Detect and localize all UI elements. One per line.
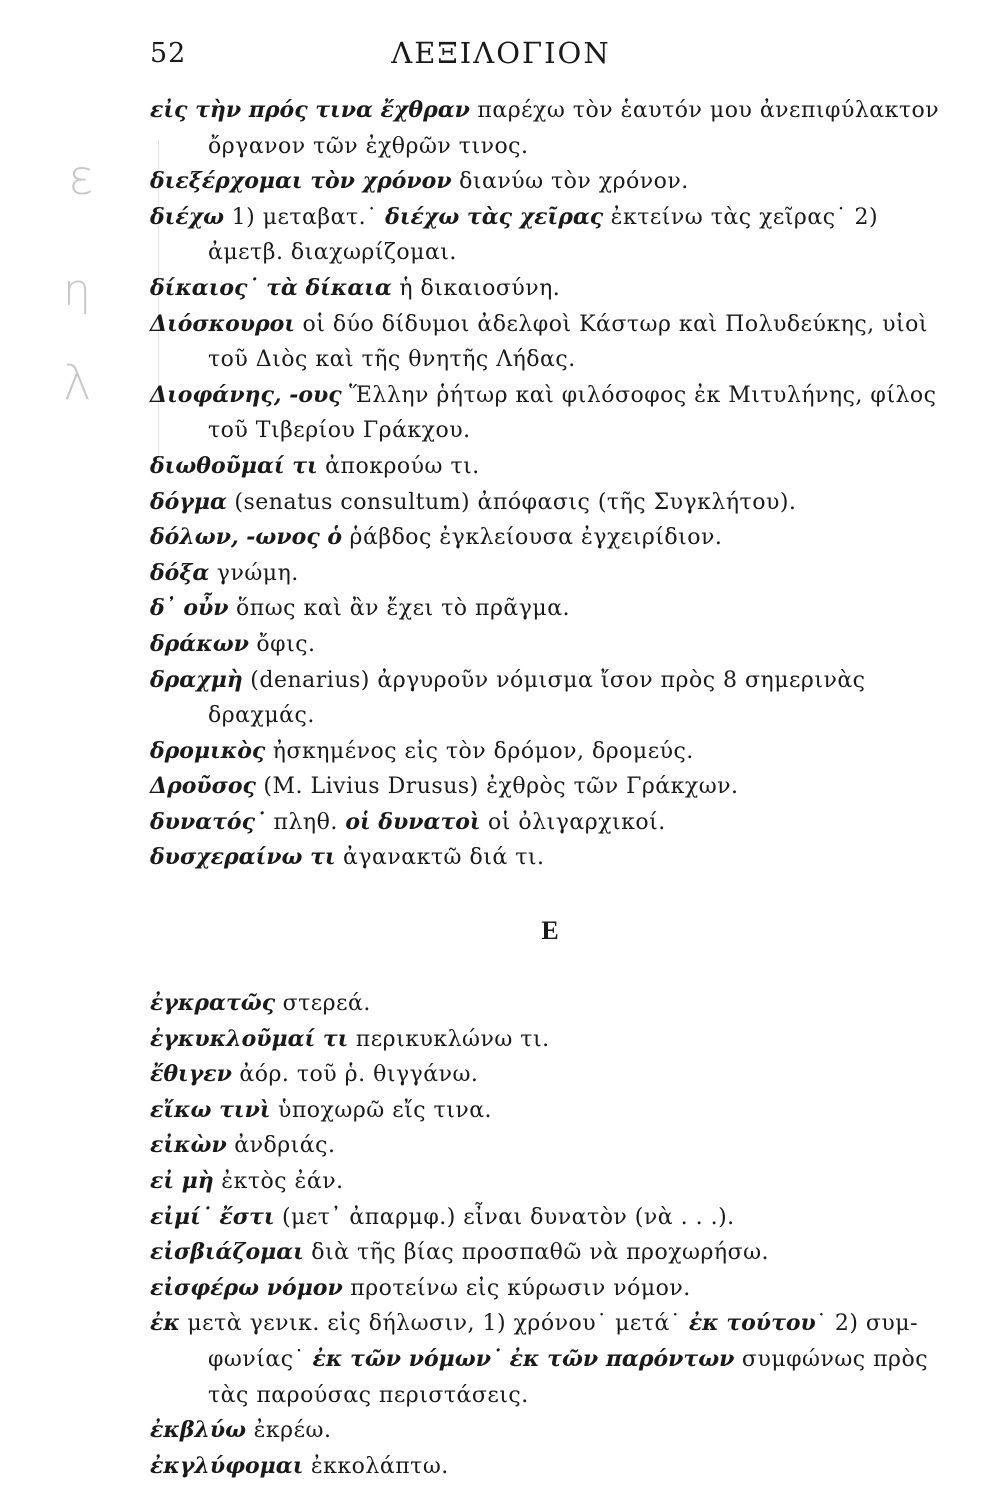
entry-headword: Διοφάνης, -ους xyxy=(150,381,342,408)
entry-definition: (M. Livius Drusus) ἐχθρὸς τῶν Γράκχων. xyxy=(255,774,739,800)
glossary-entry xyxy=(150,200,950,271)
entry-definition: διανύω τὸν χρόνον. xyxy=(451,169,689,195)
entry-headword: δυσχεραίνω τι xyxy=(150,844,336,871)
entries-epsilon xyxy=(150,986,950,1484)
entry-headword: ἐκβλύω xyxy=(150,1417,247,1444)
margin-mark: ε xyxy=(68,150,94,206)
glossary-entry xyxy=(150,1306,950,1413)
entry-headword: εἰσφέρω νόμον xyxy=(150,1274,343,1301)
glossary-entry xyxy=(150,769,950,805)
glossary-entry xyxy=(150,1413,950,1449)
entry-headword: ἐκγλύφομαι xyxy=(150,1452,304,1479)
glossary-entry xyxy=(150,805,950,841)
entry-headword: ἐκ τούτου xyxy=(688,1310,816,1337)
entry-headword: διεξέρχομαι τὸν χρόνον xyxy=(150,168,452,195)
page-header xyxy=(0,30,1002,80)
entry-headword: ἐκ xyxy=(150,1310,180,1337)
running-title: ΛΕΞΙΛΟΓΙΟΝ xyxy=(391,36,611,70)
entry-headword: οἱ δυνατοὶ xyxy=(345,808,481,835)
entry-headword: εἰσβιάζομαι xyxy=(150,1239,304,1266)
entry-definition: περικυκλώνω τι. xyxy=(348,1026,550,1052)
glossary-entry xyxy=(150,986,950,1022)
entry-headword: Δροῦσος xyxy=(150,773,256,800)
entry-definition: ἀγανακτῶ διά τι. xyxy=(335,845,545,871)
entry-headword: δυνατός˙ xyxy=(150,808,267,835)
glossary-entry xyxy=(150,663,950,734)
entry-definition: (denarius) ἀργυροῦν νόμισμα ἴσον πρὸς 8 σημερινὰς δραχμάς. xyxy=(208,667,866,729)
entry-headword: διέχω xyxy=(150,203,225,230)
glossary-entry xyxy=(150,1200,950,1236)
margin-mark: η xyxy=(63,265,91,316)
entry-definition: ˙ 2) συμφωνίας˙ xyxy=(208,1311,918,1372)
glossary-entry xyxy=(150,520,950,556)
entry-headword: εἰμί˙ ἔστι xyxy=(150,1203,275,1230)
entry-definition: προτείνω εἰς κύρωσιν νόμον. xyxy=(342,1275,691,1301)
entry-definition: πληθ. xyxy=(266,809,346,835)
glossary-entry xyxy=(150,556,950,592)
entry-definition: οἱ ὀλιγαρχικοί. xyxy=(480,809,666,835)
entry-definition: ὄφις. xyxy=(248,631,316,657)
section-letter: E xyxy=(541,916,559,946)
entry-definition: ἀόρ. τοῦ ῥ. θιγγάνω. xyxy=(231,1062,479,1088)
margin-annotations xyxy=(8,140,159,460)
entry-headword: ἐγκρατῶς xyxy=(150,990,276,1017)
entry-headword: δόγμα xyxy=(150,488,227,515)
glossary-entry xyxy=(150,307,950,378)
entry-definition: Ἕλλην ῥήτωρ καὶ φιλόσοφος ἐκ Μιτυλήνης, φίλος τοῦ Τιβερίου Γράκχου. xyxy=(208,382,937,444)
glossary-entry xyxy=(150,485,950,521)
entry-definition: ἀνδριάς. xyxy=(226,1133,336,1159)
entry-definition: 1) μεταβατ.˙ xyxy=(224,204,386,230)
entry-definition: συμφώνως πρὸς τὰς παρούσας περιστάσεις. xyxy=(208,1347,929,1408)
entry-headword: δραχμὴ xyxy=(150,666,243,693)
entry-definition: μετὰ γενικ. εἰς δήλωσιν, 1) χρόνου˙ μετά˙ xyxy=(179,1311,689,1337)
entry-headword: ἐγκυκλοῦμαί τι xyxy=(150,1025,349,1052)
glossary-entry xyxy=(150,93,950,164)
entry-headword: εἰς τὴν πρός τινα ἔχθραν xyxy=(150,97,470,123)
glossary-entry xyxy=(150,164,950,200)
glossary-entry xyxy=(150,1449,950,1485)
entry-definition: οἱ δύο δίδυμοι ἀδελφοὶ Κάστωρ καὶ Πολυδεύκης, υἱοὶ τοῦ Διὸς καὶ τῆς θνητῆς Λήδας. xyxy=(208,311,929,373)
entry-headword: διωθοῦμαί τι xyxy=(150,452,318,479)
glossary-entry xyxy=(150,734,950,770)
entry-definition: ἐκκολάπτω. xyxy=(303,1453,449,1479)
entry-definition: ὅπως καὶ ἂν ἔχει τὸ πρᾶγμα. xyxy=(228,596,571,622)
entry-definition: (μετ᾽ ἀπαρμφ.) εἶναι δυνατὸν (νὰ . . .). xyxy=(274,1204,735,1230)
entry-headword: δρομικὸς xyxy=(150,737,266,764)
glossary-entry xyxy=(150,1235,950,1271)
margin-mark: λ xyxy=(63,355,92,411)
entry-headword: δίκαιος˙ τὰ δίκαια xyxy=(150,274,392,301)
entry-definition: ἐκρέω. xyxy=(246,1418,332,1444)
entry-definition: ἠσκημένος εἰς τὸν δρόμον, δρομεύς. xyxy=(265,738,694,764)
entry-headword: εἴκω τινὶ xyxy=(150,1096,271,1123)
glossary-entry xyxy=(150,1164,950,1200)
entry-definition: ἡ δικαιοσύνη. xyxy=(391,275,561,301)
entry-definition: γνώμη. xyxy=(209,560,299,586)
entry-definition: ῥάβδος ἐγκλείουσα ἐγχειρίδιον. xyxy=(342,525,723,551)
entry-definition: ἐκτείνω τὰς χεῖρας˙ 2) ἀμετβ. διαχωρίζομαι. xyxy=(208,204,879,266)
glossary-entry xyxy=(150,1128,950,1164)
entry-headword: ἐκ τῶν νόμων˙ ἐκ τῶν παρόντων xyxy=(312,1346,735,1372)
page-number: 52 xyxy=(150,38,187,69)
glossary-entry xyxy=(150,1022,950,1058)
entry-headword: δράκων xyxy=(150,630,249,657)
glossary-entry xyxy=(150,627,950,663)
glossary-entry xyxy=(150,1271,950,1307)
entry-definition: παρέχω τὸν ἑαυτόν μου ἀνεπιφύλακτον ὄργανον τῶν ἐχθρῶν τινος. xyxy=(208,98,940,159)
entry-headword: δόξα xyxy=(150,559,210,586)
entry-definition: ὑποχωρῶ εἴς τινα. xyxy=(270,1097,493,1123)
glossary-entry xyxy=(150,271,950,307)
glossary-entry xyxy=(150,840,950,876)
entry-headword: Διόσκουροι xyxy=(150,310,295,337)
entry-definition: ἀποκρούω τι. xyxy=(317,453,480,479)
entry-headword: ἔθιγεν xyxy=(150,1061,232,1088)
entries-delta xyxy=(150,93,950,876)
glossary-entry xyxy=(150,1093,950,1129)
entry-definition: (senatus consultum) ἀπόφασις (τῆς Συγκλήτου). xyxy=(226,489,797,515)
glossary-entry xyxy=(150,449,950,485)
entry-headword: διέχω τὰς χεῖρας xyxy=(385,203,604,230)
entry-headword: δ᾽ οὖν xyxy=(150,595,229,622)
entry-headword: εἰκὼν xyxy=(150,1132,227,1159)
glossary-body xyxy=(150,93,950,1484)
entry-definition: διὰ τῆς βίας προσπαθῶ νὰ προχωρήσω. xyxy=(303,1240,770,1266)
glossary-entry xyxy=(150,1057,950,1093)
entry-definition: ἐκτὸς ἐάν. xyxy=(213,1169,344,1195)
glossary-entry xyxy=(150,378,950,449)
entry-headword: δόλων, -ωνος ὁ xyxy=(150,524,343,551)
entry-definition: στερεά. xyxy=(275,991,371,1017)
glossary-entry xyxy=(150,591,950,627)
entry-headword: εἰ μὴ xyxy=(150,1168,214,1195)
